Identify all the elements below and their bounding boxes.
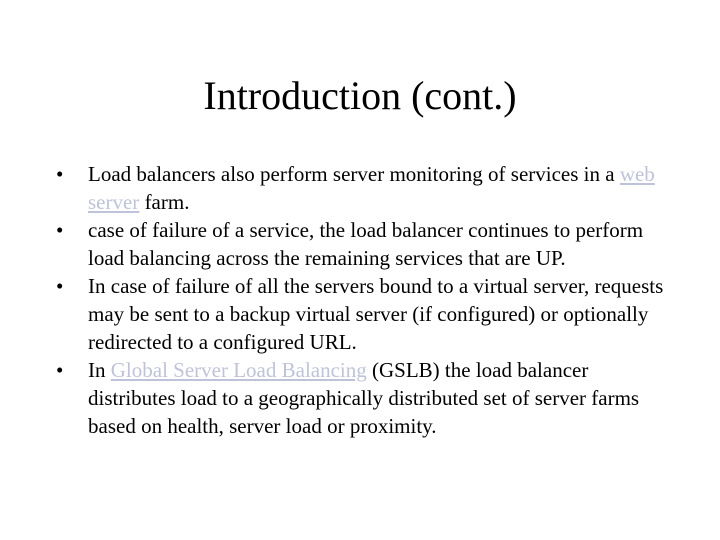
bullet-text: In case of failure of all the servers bound to a virtual server, requests may be sent to a backup virtual server (if configured) or optionally redirected to a configured URL. (88, 274, 664, 354)
bullet-text: (GSLB) the load balancer distributes load to a geographically distributed set of server farms based on health, server load or proximity. (88, 358, 640, 438)
bullet-icon: • (56, 218, 64, 242)
bullet-item (56, 356, 676, 440)
bullet-text: farm. (139, 190, 190, 214)
bullet-item (56, 160, 676, 216)
bullet-text: case of failure of a service, the load balancer continues to perform load balancing across the remaining services that are UP. (88, 218, 644, 270)
gslb-link[interactable]: Global Server Load Balancing (110, 358, 367, 382)
bullet-item (56, 216, 676, 272)
web-server-link[interactable]: web server (88, 162, 655, 214)
slide-title: Introduction (cont.) (203, 73, 517, 118)
bullet-icon: • (56, 358, 64, 382)
bullet-icon: • (56, 162, 64, 186)
bullet-text: In (88, 358, 111, 382)
bullet-item (56, 272, 676, 356)
bullet-list (56, 160, 676, 440)
bullet-icon: • (56, 274, 64, 298)
bullet-text: Load balancers also perform server monitoring of services in a (88, 162, 620, 186)
